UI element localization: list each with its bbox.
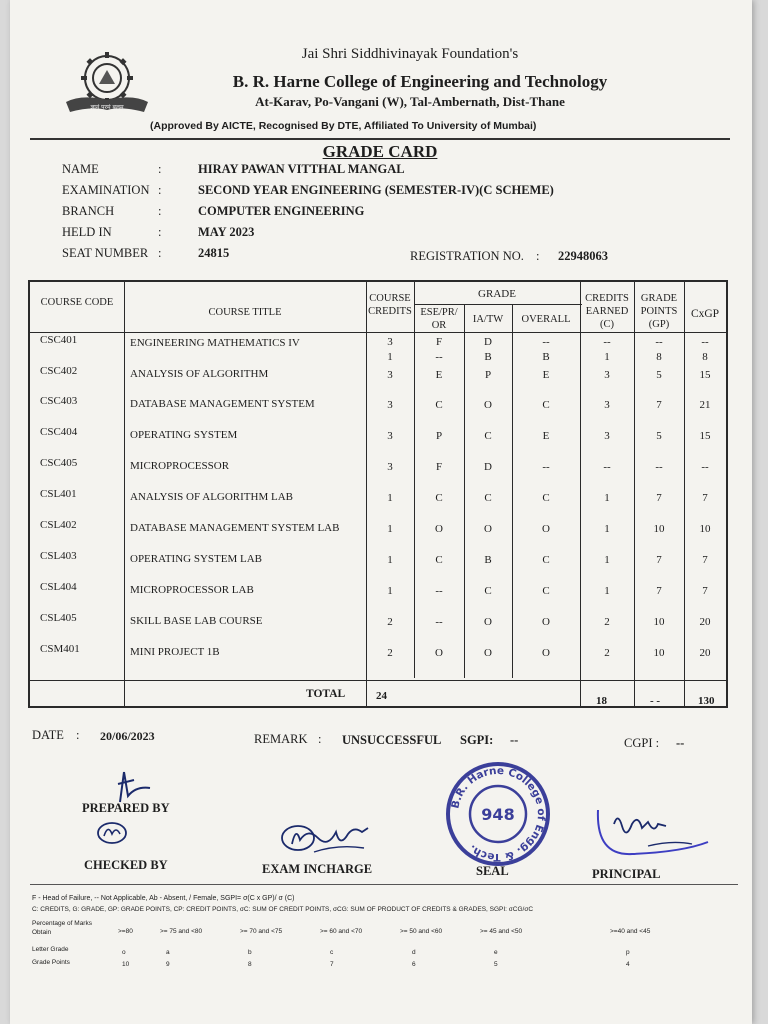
grade-cell: -- — [655, 461, 663, 473]
legend-line-1: F - Head of Failure, -- Not Applicable, Ab - Absent, / Female, SGPI= σ(C x GP)/ σ (C) — [32, 895, 295, 902]
course-code: CSC405 — [40, 457, 78, 469]
course-code: CSL402 — [40, 519, 77, 531]
grade-cell: P — [484, 369, 492, 381]
grade-cell: C — [435, 399, 443, 411]
grade-cell: 2 — [604, 647, 610, 659]
cgpi-label: CGPI : — [624, 736, 660, 750]
grade-cell: 2 — [387, 647, 393, 659]
grade-cell: 20 — [699, 647, 711, 659]
legend-letters-cell: e — [494, 949, 498, 956]
grade-cell: C — [435, 492, 443, 504]
grade-cell: O — [484, 399, 492, 411]
grade-cell: 10 — [699, 523, 711, 535]
legend-letters-cell: d — [412, 949, 416, 956]
principal-signature-icon — [592, 800, 712, 862]
header-course-title: COURSE TITLE — [208, 307, 282, 318]
course-title: DATABASE MANAGEMENT SYSTEM — [130, 398, 315, 410]
grade-cell: 10 — [653, 647, 665, 659]
reg-label: REGISTRATION NO. — [410, 249, 524, 263]
grade-cell: 7 — [702, 492, 708, 504]
grade-subheader-line — [414, 304, 582, 305]
logo-caption: ज्ञानं परमं बलम् — [90, 104, 124, 111]
legend-points-cell: 4 — [626, 961, 630, 968]
grade-cell: -- — [701, 461, 709, 473]
grade-cell: C — [484, 585, 492, 597]
grade-cell: 3 — [604, 399, 610, 411]
course-title: MINI PROJECT 1B — [130, 646, 220, 658]
header-divider — [30, 138, 730, 140]
grade-cell: 3 — [387, 430, 393, 442]
col-divider — [464, 304, 465, 678]
college-logo-icon — [62, 50, 152, 116]
date-label: DATE — [32, 728, 64, 742]
student-name: HIRAY PAWAN VITTHAL MANGAL — [198, 162, 405, 176]
grade-cell: 1 — [604, 492, 610, 504]
grade-cell: 1 — [387, 523, 393, 535]
date-colon: : — [76, 728, 80, 742]
grade-cell: 3 — [387, 336, 393, 348]
legend-letters-cell: a — [166, 949, 170, 956]
grade-cell: -- — [435, 616, 443, 628]
grade-cell: 5 — [656, 369, 662, 381]
legend-letters-cell: b — [248, 949, 252, 956]
course-title: SKILL BASE LAB COURSE — [130, 615, 263, 627]
grade-cell: E — [435, 369, 443, 381]
course-code: CSL403 — [40, 550, 77, 562]
grade-cell: 15 — [699, 369, 711, 381]
grade-cell: -- — [542, 461, 550, 473]
legend-points-cell: 5 — [494, 961, 498, 968]
checked-signature-icon — [94, 818, 134, 848]
branch-colon: : — [158, 204, 162, 218]
col-divider — [634, 282, 635, 706]
grade-cell: -- — [542, 336, 550, 348]
grade-cell: 1 — [604, 585, 610, 597]
grade-cell: -- — [603, 461, 611, 473]
grade-table — [28, 280, 728, 708]
grade-cell: -- — [655, 336, 663, 348]
total-gp: - - — [650, 695, 661, 707]
foundation-name: Jai Shri Siddhivinayak Foundation's — [301, 46, 519, 62]
name-label: NAME — [62, 162, 99, 176]
grade-cell: 1 — [387, 492, 393, 504]
course-title: MICROPROCESSOR LAB — [130, 584, 254, 596]
seal-text: B.R. Harne College of Engg. & Tech. — [449, 764, 548, 864]
grade-cell: 8 — [656, 351, 662, 363]
held-colon: : — [158, 225, 162, 239]
course-title: ANALYSIS OF ALGORITHM LAB — [130, 491, 293, 503]
course-title: ENGINEERING MATHEMATICS IV — [130, 337, 300, 349]
grade-cell: 1 — [387, 351, 393, 363]
grade-cell: O — [542, 647, 550, 659]
grade-cell: -- — [603, 336, 611, 348]
grade-cell: 7 — [656, 585, 662, 597]
col-divider — [414, 282, 415, 678]
grade-cell: 3 — [387, 399, 393, 411]
header-grade: GRADE — [478, 288, 516, 300]
legend-points-cell: 9 — [166, 961, 170, 968]
grade-cell: 3 — [604, 369, 610, 381]
legend-ranges-cell: >=80 — [118, 928, 133, 935]
grade-cell: O — [542, 523, 550, 535]
exam-value: SECOND YEAR ENGINEERING (SEMESTER-IV)(C SCHEME) — [198, 183, 554, 197]
college-address: At-Karav, Po-Vangani (W), Tal-Ambernath, Dist-Thane — [255, 94, 565, 109]
grade-cell: O — [435, 647, 443, 659]
grade-cell: C — [542, 554, 550, 566]
course-title: DATABASE MANAGEMENT SYSTEM LAB — [130, 522, 340, 534]
cgpi-value: -- — [676, 736, 685, 750]
total-cxgp: 130 — [698, 695, 715, 707]
grade-cell: C — [484, 492, 492, 504]
grade-cell: C — [435, 554, 443, 566]
grade-cell: C — [542, 492, 550, 504]
grade-cell: O — [484, 616, 492, 628]
legend-ranges-cell: >= 75 and <80 — [160, 928, 203, 935]
grade-cell: 1 — [604, 523, 610, 535]
college-seal-icon — [444, 760, 552, 868]
branch-label: BRANCH — [62, 204, 115, 218]
grade-cell: 7 — [702, 585, 708, 597]
legend-letters-cell: c — [330, 949, 334, 956]
header-course-code: COURSE CODE — [40, 297, 114, 308]
course-code: CSL405 — [40, 612, 77, 624]
legend-ranges-cell: >= 60 and <70 — [320, 928, 363, 935]
col-divider — [684, 282, 685, 706]
legend-letters-cell: o — [122, 949, 126, 956]
legend-letter-label: Letter Grade — [32, 946, 69, 953]
reg-colon: : — [536, 249, 540, 263]
grade-cell: 1 — [604, 554, 610, 566]
grade-cell: P — [435, 430, 443, 442]
grade-cell: 3 — [387, 369, 393, 381]
grade-cell: F — [435, 336, 443, 348]
grade-cell: 7 — [656, 399, 662, 411]
header-bottom-line — [30, 332, 726, 333]
grade-cell: -- — [701, 336, 709, 348]
grade-cell: C — [542, 585, 550, 597]
college-name: B. R. Harne College of Engineering and Technology — [232, 72, 608, 91]
grade-cell: 15 — [699, 430, 711, 442]
seat-colon: : — [158, 246, 162, 260]
seal-number: 948 — [481, 805, 515, 824]
course-title: MICROPROCESSOR — [130, 460, 230, 472]
reg-value: 22948063 — [558, 249, 608, 263]
principal-label: PRINCIPAL — [592, 867, 661, 881]
course-code: CSC404 — [40, 426, 78, 438]
grade-cell: E — [542, 430, 550, 442]
total-credits: 24 — [376, 690, 387, 702]
grade-cell: 7 — [656, 492, 662, 504]
header-course-credits: COURSE CREDITS — [368, 293, 412, 317]
exam-incharge-signature-icon — [278, 818, 378, 858]
legend-ranges-cell: >= 70 and <75 — [240, 928, 283, 935]
grade-cell: D — [484, 461, 492, 473]
total-earned: 18 — [596, 695, 607, 707]
grade-cell: 7 — [656, 554, 662, 566]
legend-points-cell: 10 — [122, 961, 130, 968]
date-value: 20/06/2023 — [100, 729, 155, 743]
legend-points-label: Grade Points — [32, 959, 70, 966]
grade-cell: 3 — [604, 430, 610, 442]
legend-points-cell: 8 — [248, 961, 252, 968]
checked-by-label: CHECKED BY — [84, 858, 168, 872]
course-title: OPERATING SYSTEM LAB — [130, 553, 263, 565]
seat-value: 24815 — [198, 246, 230, 260]
legend-ranges-cell: >= 45 and <50 — [480, 928, 523, 935]
grade-cell: B — [484, 351, 492, 363]
grade-cell: B — [484, 554, 492, 566]
exam-label: EXAMINATION — [62, 183, 150, 197]
legend-divider — [30, 884, 738, 885]
remark-label: REMARK — [254, 732, 308, 746]
sgpi-label: SGPI: — [460, 733, 494, 747]
col-divider — [512, 304, 513, 678]
col-divider — [580, 282, 581, 706]
remark-colon: : — [318, 732, 322, 746]
course-code: CSL404 — [40, 581, 77, 593]
seal-label: SEAL — [476, 864, 509, 878]
grade-cell: 10 — [653, 523, 665, 535]
grade-cell: 7 — [702, 554, 708, 566]
prepared-by-label: PREPARED BY — [82, 801, 170, 815]
grade-cell: O — [484, 523, 492, 535]
header-ese: ESE/PR/ OR — [420, 307, 458, 331]
legend-ranges-cell: >= 50 and <60 — [400, 928, 443, 935]
prepared-signature-icon — [110, 766, 160, 806]
grade-cell: B — [542, 351, 550, 363]
grade-cell: C — [542, 399, 550, 411]
grade-cell: 3 — [387, 461, 393, 473]
legend-points-cell: 7 — [330, 961, 334, 968]
grade-cell: F — [435, 461, 443, 473]
exam-incharge-label: EXAM INCHARGE — [262, 862, 373, 876]
legend-letters-cell: p — [626, 949, 630, 956]
legend-pct-label: Percentage of Marks Obtain — [32, 920, 92, 936]
grade-cell: O — [484, 647, 492, 659]
total-top-line — [30, 680, 726, 681]
page-title: GRADE CARD — [322, 142, 438, 161]
grade-cell: 2 — [604, 616, 610, 628]
branch-value: COMPUTER ENGINEERING — [198, 204, 365, 218]
held-value: MAY 2023 — [198, 225, 255, 239]
sgpi-value: -- — [510, 733, 519, 747]
approval-line: (Approved By AICTE, Recognised By DTE, Affiliated To University of Mumbai) — [150, 120, 537, 132]
remark-value: UNSUCCESSFUL — [342, 733, 442, 747]
grade-cell: 21 — [699, 399, 711, 411]
grade-cell: 2 — [387, 616, 393, 628]
grade-cell: O — [542, 616, 550, 628]
legend-ranges-cell: >=40 and <45 — [610, 928, 651, 935]
course-code: CSC403 — [40, 395, 78, 407]
grade-cell: 1 — [387, 585, 393, 597]
header-grade-points: GRADE POINTS (GP) — [640, 293, 678, 330]
legend-points-cell: 6 — [412, 961, 416, 968]
grade-cell: 8 — [702, 351, 708, 363]
header-cxgp: CxGP — [690, 308, 720, 320]
course-title: ANALYSIS OF ALGORITHM — [130, 368, 269, 380]
grade-cell: 20 — [699, 616, 711, 628]
total-label: TOTAL — [306, 688, 346, 700]
header-overall: OVERALL — [521, 314, 571, 325]
grade-cell: E — [542, 369, 550, 381]
grade-cell: D — [484, 336, 492, 348]
exam-colon: : — [158, 183, 162, 197]
course-code: CSM401 — [40, 643, 80, 655]
grade-cell: 10 — [653, 616, 665, 628]
course-code: CSL401 — [40, 488, 77, 500]
seat-label: SEAT NUMBER — [62, 246, 149, 260]
course-code: CSC401 — [40, 334, 78, 346]
name-colon: : — [158, 162, 162, 176]
grade-cell: -- — [435, 351, 443, 363]
grade-cell: 5 — [656, 430, 662, 442]
grade-cell: O — [435, 523, 443, 535]
course-title: OPERATING SYSTEM — [130, 429, 238, 441]
header-credits-earned: CREDITS EARNED (C) — [585, 293, 629, 330]
col-divider — [366, 282, 367, 706]
legend-line-2: C: CREDITS, G: GRADE, GP: GRADE POINTS, CP: CREDIT POINTS, σC: SUM OF CREDIT POINTS, σCG: SUM OF PRODUCT OF CREDITS & GRADES, SGPI: σCG/σC — [32, 906, 534, 913]
col-divider — [124, 282, 125, 706]
grade-cell: 1 — [604, 351, 610, 363]
grade-cell: -- — [435, 585, 443, 597]
header-iatw: IA/TW — [472, 314, 504, 325]
held-label: HELD IN — [62, 225, 112, 239]
grade-cell: C — [484, 430, 492, 442]
grade-cell: 1 — [387, 554, 393, 566]
course-code: CSC402 — [40, 365, 78, 377]
